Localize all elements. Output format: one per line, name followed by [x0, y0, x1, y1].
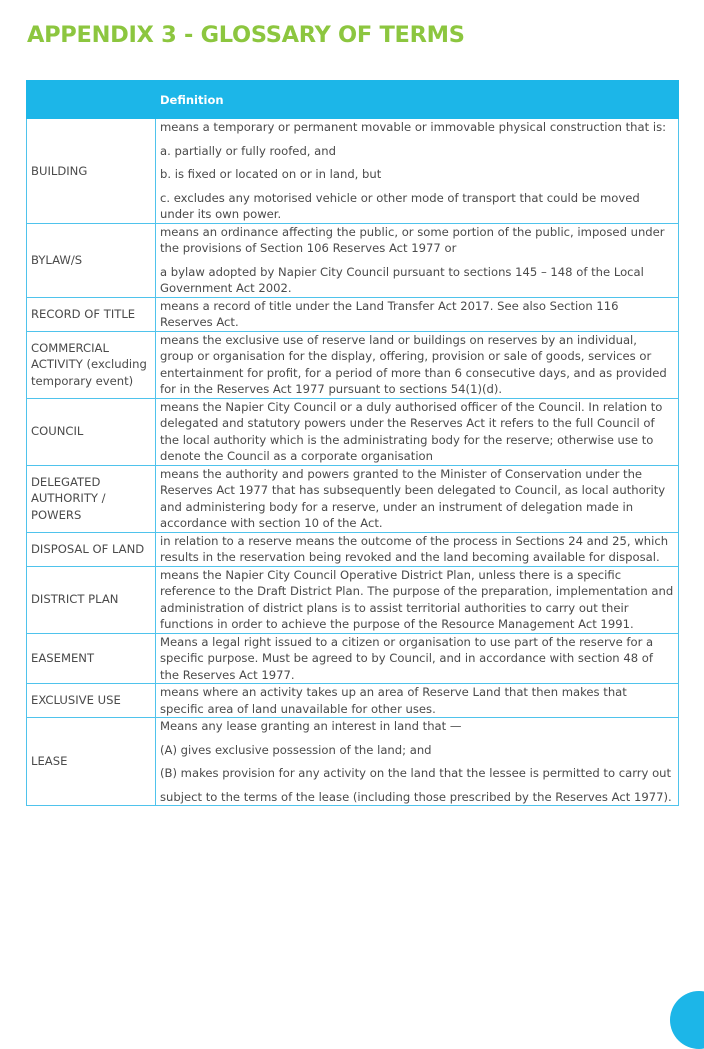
glossary-definition — [156, 398, 679, 465]
glossary-term: EASEMENT — [27, 633, 156, 684]
table-row — [27, 297, 679, 331]
page-corner-tab — [670, 991, 704, 1049]
glossary-term: EXCLUSIVE USE — [27, 684, 156, 718]
definition-paragraph: in relation to a reserve means the outcome of the process in Sections 24 and 25, which results in the reservation being revoked and the land becoming available for disposal. — [160, 533, 669, 564]
glossary-term: COUNCIL — [27, 398, 156, 465]
definition-paragraph: (B) makes provision for any activity on the land that the lessee is permitted to carry out — [160, 766, 672, 780]
glossary-body — [27, 119, 679, 806]
glossary-definition — [156, 633, 679, 684]
table-header-row — [27, 81, 679, 119]
table-row — [27, 633, 679, 684]
table-row — [27, 465, 679, 532]
definition-paragraph: means the authority and powers granted to the Minister of Conservation under the Reserves Act 1977 that has subsequently been delegated to Council, as local authority and administering body for a reserve, under an instrument of delegation made in accordance with section 10 of the Act. — [160, 466, 666, 530]
table-row — [27, 398, 679, 465]
table-row — [27, 684, 679, 718]
definition-paragraph: means the Napier City Council or a duly authorised officer of the Council. In relation to delegated and statutory powers under the Reserves Act it refers to the full Council of the local authority which is the administrating body for the reserve; otherwise use to denote the Council as a corporate organisation — [160, 399, 663, 463]
glossary-term: DISTRICT PLAN — [27, 566, 156, 633]
glossary-definition — [156, 465, 679, 532]
definition-paragraph: means where an activity takes up an area of Reserve Land that then makes that specific area of land unavailable for other uses. — [160, 685, 627, 716]
definition-paragraph: c. excludes any motorised vehicle or other mode of transport that could be moved under its own power. — [160, 190, 640, 221]
glossary-term: COMMERCIAL ACTIVITY (excluding temporary event) — [27, 331, 156, 398]
definition-paragraph: means the Napier City Council Operative District Plan, unless there is a specific reference to the Draft District Plan. The purpose of the preparation, implementation and administration of district plans is to assist territorial authorities to carry out their functions in order to achieve the purpose of the Resource Management Act 1991. — [160, 567, 674, 631]
page-title: APPENDIX 3 - GLOSSARY OF TERMS — [27, 22, 465, 48]
definition-paragraph: a bylaw adopted by Napier City Council pursuant to sections 145 – 148 of the Local Government Act 2002. — [160, 264, 644, 295]
definition-paragraph: (A) gives exclusive possession of the land; and — [160, 742, 432, 757]
glossary-term: DELEGATED AUTHORITY / POWERS — [27, 465, 156, 532]
table-row — [27, 566, 679, 633]
glossary-definition — [156, 566, 679, 633]
glossary-term: DISPOSAL OF LAND — [27, 532, 156, 566]
glossary-definition — [156, 331, 679, 398]
definition-paragraph: Means any lease granting an interest in land that — — [160, 719, 462, 733]
definition-paragraph: Means a legal right issued to a citizen or organisation to use part of the reserve for a specific purpose. Must be agreed to by Council, and in accordance with section 48 of the Reserves Act 1977. — [160, 634, 654, 682]
glossary-definition — [156, 718, 679, 806]
glossary-term: LEASE — [27, 718, 156, 806]
glossary-table — [26, 80, 679, 806]
table-row — [27, 119, 679, 224]
definition-paragraph: means a record of title under the Land Transfer Act 2017. See also Section 116 Reserves Act. — [160, 298, 619, 329]
glossary-term: RECORD OF TITLE — [27, 297, 156, 331]
definition-paragraph: means a temporary or permanent movable or immovable physical construction that is: — [160, 120, 667, 134]
glossary-definition — [156, 684, 679, 718]
term-column-header — [27, 81, 156, 119]
definition-column-header: Definition — [156, 81, 679, 119]
definition-paragraph: means an ordinance affecting the public, or some portion of the public, imposed under the provisions of Section 106 Reserves Act 1977 or — [160, 224, 665, 255]
glossary-definition — [156, 223, 679, 297]
table-row — [27, 223, 679, 297]
glossary-definition — [156, 119, 679, 224]
table-row — [27, 718, 679, 806]
definition-paragraph: b. is fixed or located on or in land, but — [160, 167, 382, 181]
glossary-definition — [156, 532, 679, 566]
glossary-definition — [156, 297, 679, 331]
definition-paragraph: means the exclusive use of reserve land or buildings on reserves by an individual, group or organisation for the display, offering, provision or sale of goods, services or entertainment for profit, for a period of more than 6 consecutive days, and as provided for in the Reserves Act 1977 pursuant to sections 54(1)(d). — [160, 332, 667, 396]
table-row — [27, 331, 679, 398]
definition-paragraph: a. partially or fully roofed, and — [160, 143, 336, 158]
glossary-term: BUILDING — [27, 119, 156, 224]
table-row — [27, 532, 679, 566]
definition-paragraph: subject to the terms of the lease (including those prescribed by the Reserves Act 1977). — [160, 789, 672, 804]
glossary-term: BYLAW/S — [27, 223, 156, 297]
